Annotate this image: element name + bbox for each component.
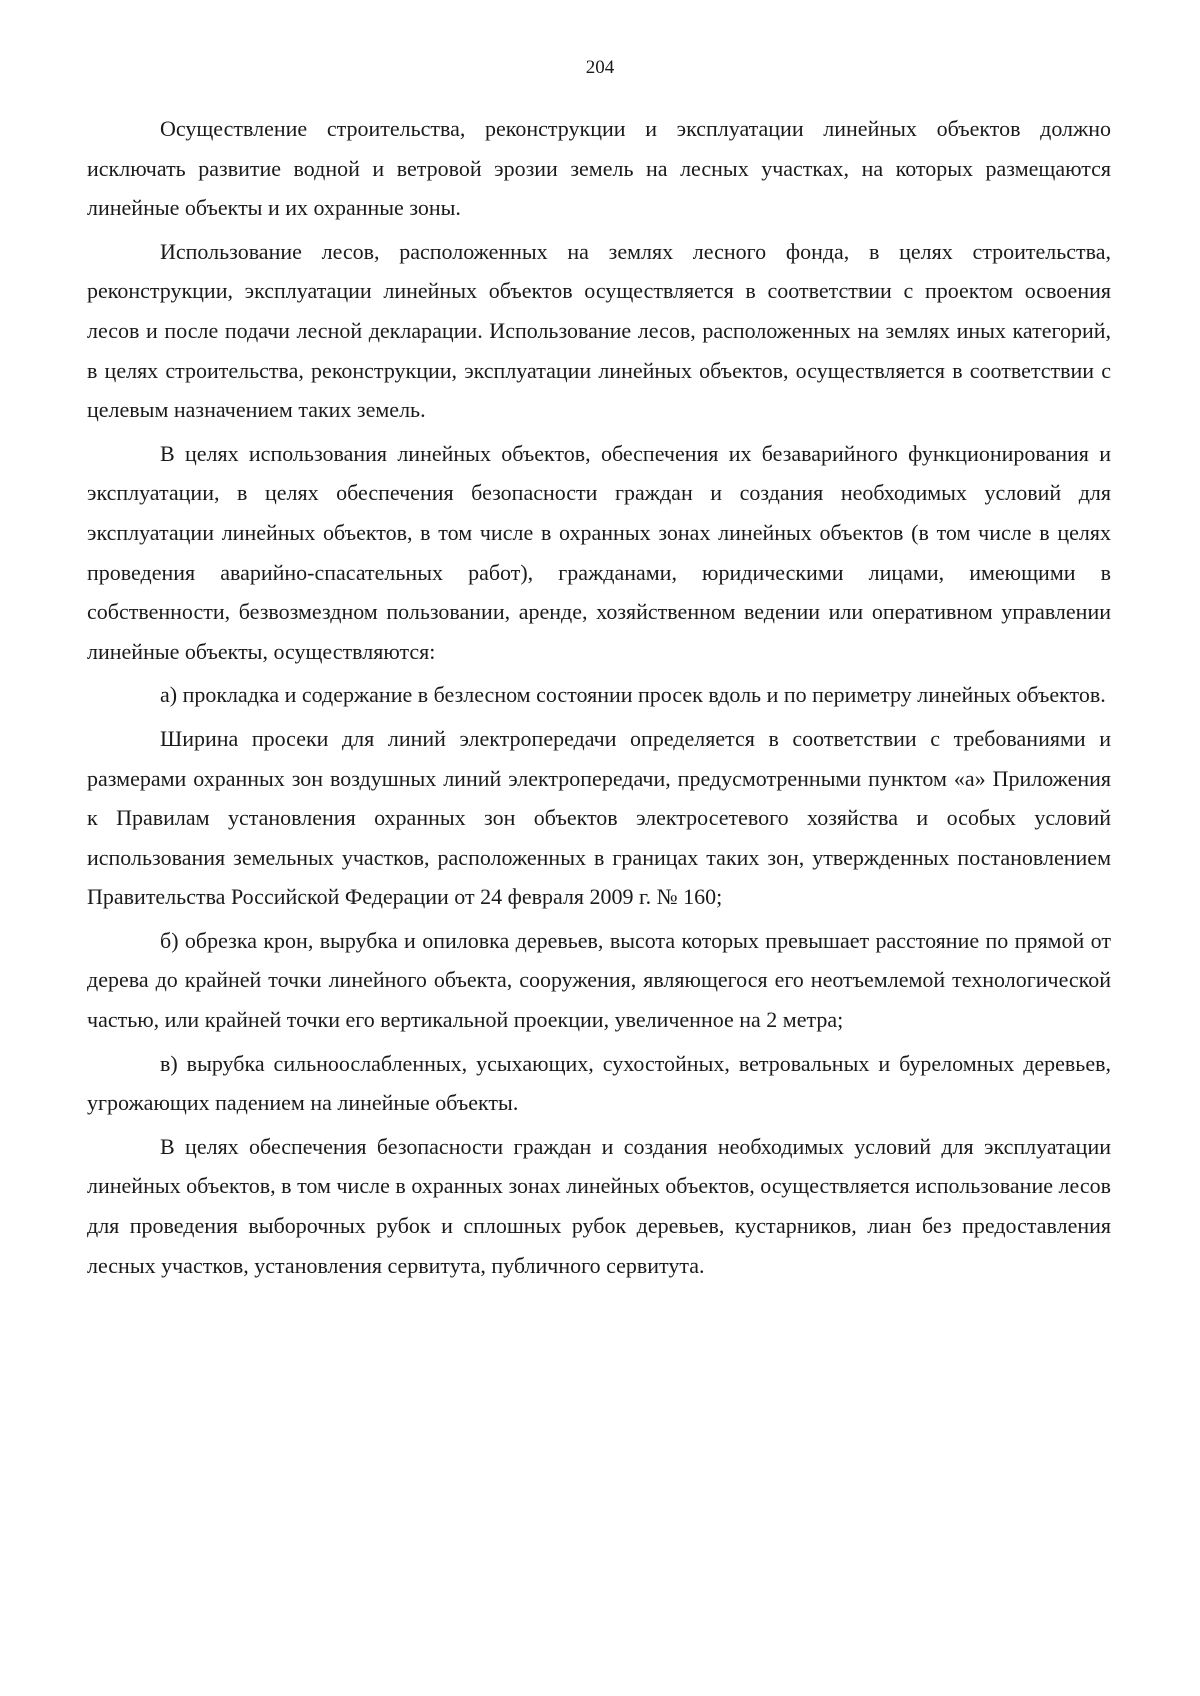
page-number: 204 <box>585 57 615 78</box>
list-item-b: б) обрезка крон, вырубка и опиловка деревьев, высота которых превышает расстояние по прямой от дерева до крайней точки линейного объекта, сооружения, являющегося его неотъемлемой технологической частью, или крайней точки его вертикальной проекции, увеличенное на 2 метра; <box>87 927 1111 1033</box>
list-item-a: а) прокладка и содержание в безлесном состоянии просек вдоль и по периметру линейных объектов. <box>160 682 1106 708</box>
paragraph-selective-felling: В целях обеспечения безопасности граждан и создания необходимых условий для эксплуатации линейных объектов, в том числе в охранных зонах линейных объектов, осуществляется использование лесов для проведения выборочных рубок и сплошных рубок деревьев, кустарников, лиан без предоставления лесных участков, установления сервитута, публичного сервитута. <box>87 1133 1111 1278</box>
paragraph-construction-erosion: Осуществление строительства, реконструкции и эксплуатации линейных объектов должно исключать развитие водной и ветровой эрозии земель на лесных участках, на которых размещаются линейные объекты и их охранные зоны. <box>87 116 1111 221</box>
paragraph-linear-objects-purposes: В целях использования линейных объектов, обеспечения их безаварийного функционирования и эксплуатации, в целях обеспечения безопасности граждан и создания необходимых условий для эксплуатации линейных объектов, в том числе в охранных зонах линейных объектов (в том числе в целях проведения аварийно-спасательных работ), гражданами, юридическими лицами, имеющими в собственности, безвозмездном пользовании, аренде, хозяйственном ведении или оперативном управлении линейные объекты, осуществляются: <box>87 440 1111 664</box>
paragraph-forest-use: Использование лесов, расположенных на землях лесного фонда, в целях строительства, реконструкции, эксплуатации линейных объектов осуществляется в соответствии с проектом освоения лесов и после подачи лесной декларации. Использование лесов, расположенных на землях иных категорий, в целях строительства, реконструкции, эксплуатации линейных объектов, осуществляется в соответствии с целевым назначением таких земель. <box>87 238 1111 423</box>
list-item-v: в) вырубка сильноослабленных, усыхающих, сухостойных, ветровальных и буреломных деревьев, угрожающих падением на линейные объекты. <box>87 1050 1111 1116</box>
body-text <box>87 109 1111 1289</box>
paragraph-clearing-width: Ширина просеки для линий электропередачи определяется в соответствии с требованиями и размерами охранных зон воздушных линий электропередачи, предусмотренными пунктом «а» Приложения к Правилам установления охранных зон объектов электросетевого хозяйства и особых условий использования земельных участков, расположенных в границах таких зон, утвержденных постановлением Правительства Российской Федерации от 24 февраля 2009 г. № 160; <box>87 725 1111 910</box>
